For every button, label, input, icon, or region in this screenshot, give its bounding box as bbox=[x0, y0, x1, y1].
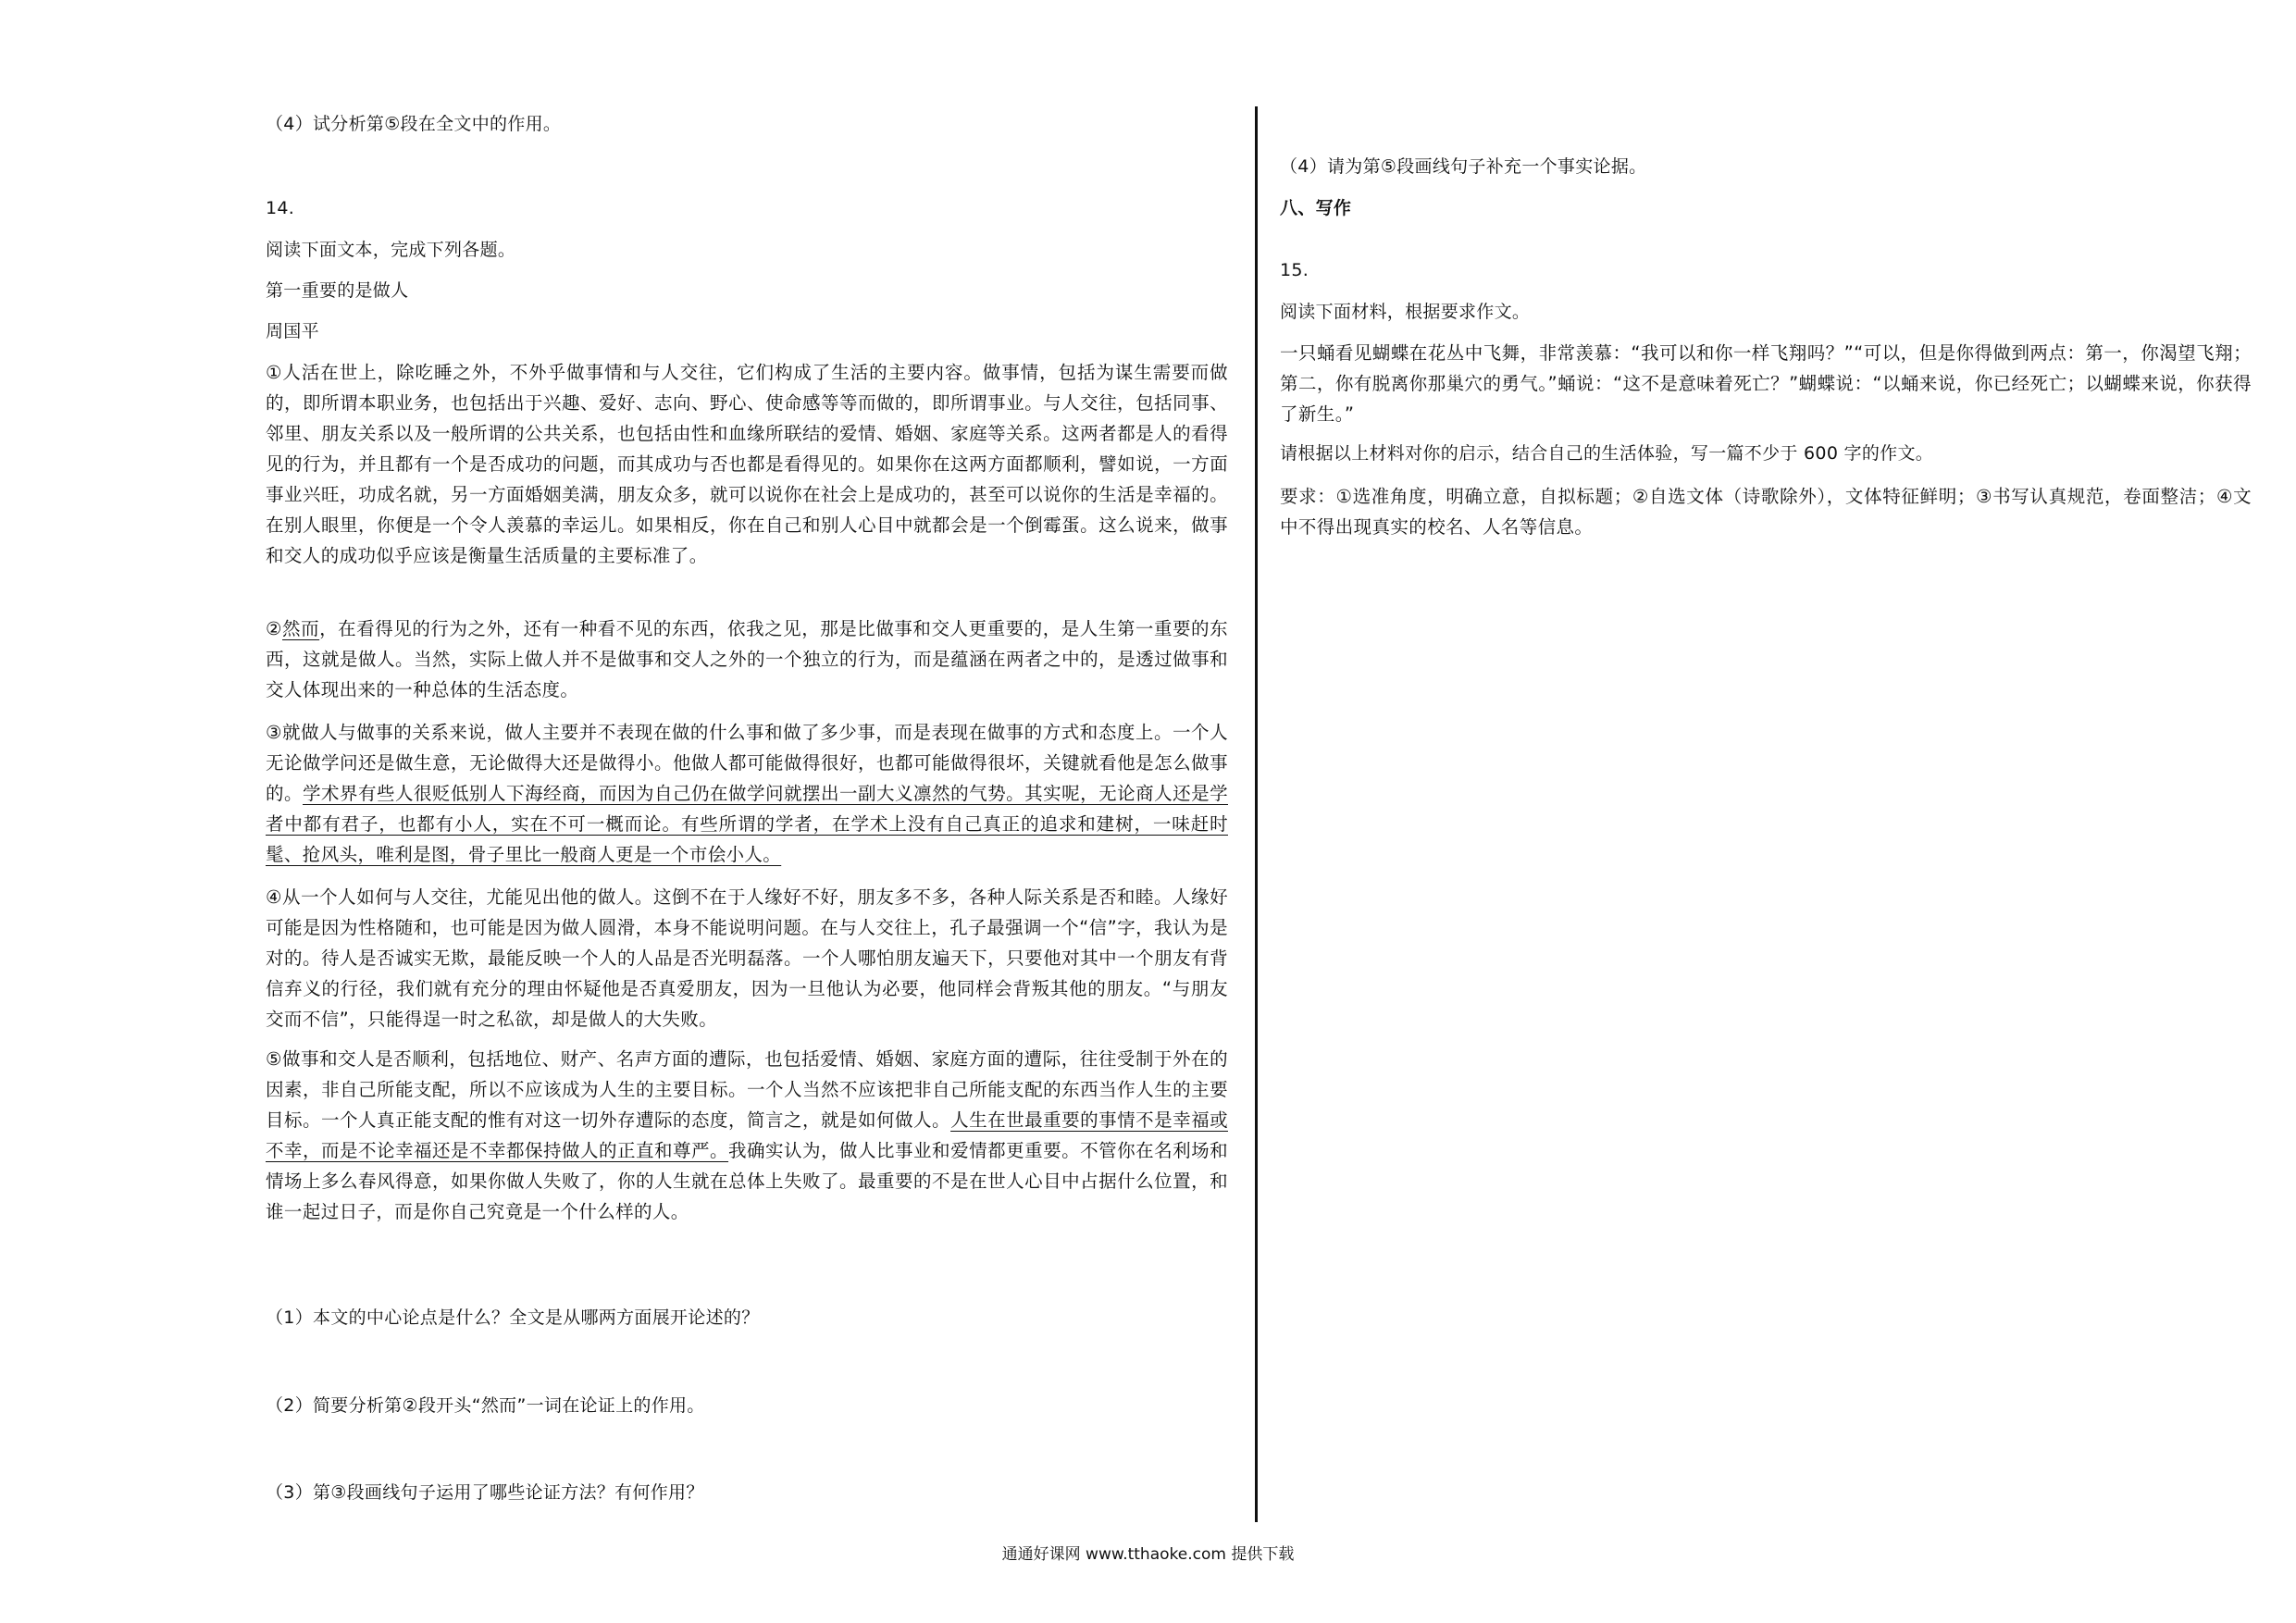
paragraph-5-rest: 我确实认为，做人比事业和爱情都更重要。不管你在名利场和情场上多么春风得意，如果你做人失败了，你的人生就在总体上失败了。最重要的不是在世人心目中占据什么位置，和谁一起过日子，而是你自己究竟是一个什么样的人。 bbox=[266, 1140, 1228, 1222]
paragraph-2-number: ② bbox=[266, 618, 283, 639]
paragraph-5 bbox=[266, 1044, 1228, 1227]
essay-prompt: 请根据以上材料对你的启示，结合自己的生活体验，写一篇不少于 600 字的作文。 bbox=[1280, 443, 1934, 464]
essay-material: 一只蛹看见蝴蝶在花丛中飞舞，非常羡慕：“我可以和你一样飞翔吗？”“可以，但是你得做到两点：第一，你渴望飞翔；第二，你有脱离你那巢穴的勇气。”蛹说：“这不是意味着死亡？”蝴蝶说：“以蛹来说，你已经死亡；以蝴蝶来说，你获得了新生。” bbox=[1280, 342, 2252, 425]
paragraph-2-text: ，在看得见的行为之外，还有一种看不见的东西，依我之见，那是比做事和交人更重要的，是人生第一重要的东西，这就是做人。当然，实际上做人并不是做事和交人之外的一个独立的行为，而是蕴涵在两者之中的，是透过做事和交人体现出来的一种总体的生活态度。 bbox=[266, 618, 1228, 700]
paragraph-5-text: ⑤做事和交人是否顺利，包括地位、财产、名声方面的遭际，也包括爱情、婚姻、家庭方面的遭际，往往受制于外在的因素，非自己所能支配，所以不应该成为人生的主要目标。一个人当然不应该把非自己所能支配的东西当作人生的主要目标。一个人真正能支配的惟有对这一切外存遭际的态度，简言之，就是如何做人。 bbox=[266, 1048, 1228, 1131]
question-15-number: 15. bbox=[1280, 260, 1309, 280]
column-divider bbox=[1255, 106, 1258, 1522]
page-footer: 通通好课网 www.tthaoke.com 提供下载 bbox=[1001, 1545, 1295, 1564]
paragraph-2 bbox=[266, 613, 1228, 705]
section-heading: 八、写作 bbox=[1280, 198, 1352, 218]
question-4-prev: （4）试分析第⑤段在全文中的作用。 bbox=[266, 114, 562, 134]
paragraph-3 bbox=[266, 717, 1228, 870]
article-title: 第一重要的是做人 bbox=[266, 280, 409, 301]
paragraph-4: ④从一个人如何与人交往，尤能见出他的做人。这倒不在于人缘好不好，朋友多不多，各种人际关系是否和睦。人缘好可能是因为性格随和，也可能是因为做人圆滑，本身不能说明问题。在与人交往上，孔子最强调一个“信”字，我认为是对的。待人是否诚实无欺，最能反映一个人的人品是否光明磊落。一个人哪怕朋友遍天下，只要他对其中一个朋友有背信弃义的行径，我们就有充分的理由怀疑他是否真爱朋友，因为一旦他认为必要，他同样会背叛其他的朋友。“与朋友交而不信”，只能得逞一时之私欲，却是做人的大失败。 bbox=[266, 886, 1228, 1030]
paragraph-2-keyword: 然而 bbox=[282, 618, 320, 639]
essay-requirements: 要求：①选准角度，明确立意，自拟标题；②自选文体（诗歌除外），文体特征鲜明；③书写认真规范，卷面整洁；④文中不得出现真实的校名、人名等信息。 bbox=[1280, 486, 2252, 538]
paragraph-3-underlined: 学术界有些人很贬低别人下海经商，而因为自己仍在做学问就摆出一副大义凛然的气势。其实呢，无论商人还是学者中都有君子，也都有小人，实在不可一概而论。有些所谓的学者，在学术上没有自己真正的追求和建树，一味赶时髦、抢风头，唯利是图，骨子里比一般商人更是一个市侩小人。 bbox=[266, 783, 1228, 865]
question-14-instruction: 阅读下面文本，完成下列各题。 bbox=[266, 240, 516, 260]
paragraph-5-underlined: 人生在世最重要的事情不是幸福或不幸，而是不论幸福还是不幸都保持做人的正直和尊严。 bbox=[266, 1109, 1228, 1161]
article-author: 周国平 bbox=[266, 321, 319, 341]
question-14-number: 14. bbox=[266, 198, 295, 218]
question-1: （1）本文的中心论点是什么？全文是从哪两方面展开论述的？ bbox=[266, 1307, 760, 1328]
question-15-instruction: 阅读下面材料，根据要求作文。 bbox=[1280, 302, 1531, 322]
paragraph-3-text: ③就做人与做事的关系来说，做人主要并不表现在做的什么事和做了多少事，而是表现在做事的方式和态度上。一个人无论做学问还是做生意，无论做得大还是做得小。他做人都可能做得很好，也都可能做得很坏，关键就看他是怎么做事的。 bbox=[266, 722, 1228, 804]
question-3: （3）第③段画线句子运用了哪些论证方法？有何作用？ bbox=[266, 1482, 704, 1503]
paragraph-1: ①人活在世上，除吃睡之外，不外乎做事情和与人交往，它们构成了生活的主要内容。做事情，包括为谋生需要而做的，即所谓本职业务，也包括出于兴趣、爱好、志向、野心、使命感等等而做的，即所谓事业。与人交往，包括同事、邻里、朋友关系以及一般所谓的公共关系，也包括由性和血缘所联结的爱情、婚姻、家庭等关系。这两者都是人的看得见的行为，并且都有一个是否成功的问题，而其成功与否也都是看得见的。如果你在这两方面都顺利，譬如说，一方面事业兴旺，功成名就，另一方面婚姻美满，朋友众多，就可以说你在社会上是成功的，甚至可以说你的生活是幸福的。在别人眼里，你便是一个令人羡慕的幸运儿。如果相反，你在自己和别人心目中就都会是一个倒霉蛋。这么说来，做事和交人的成功似乎应该是衡量生活质量的主要标准了。 bbox=[266, 362, 1228, 566]
question-4: （4）请为第⑤段画线句子补充一个事实论据。 bbox=[1280, 156, 1647, 177]
question-2: （2）简要分析第②段开头“然而”一词在论证上的作用。 bbox=[266, 1395, 705, 1416]
